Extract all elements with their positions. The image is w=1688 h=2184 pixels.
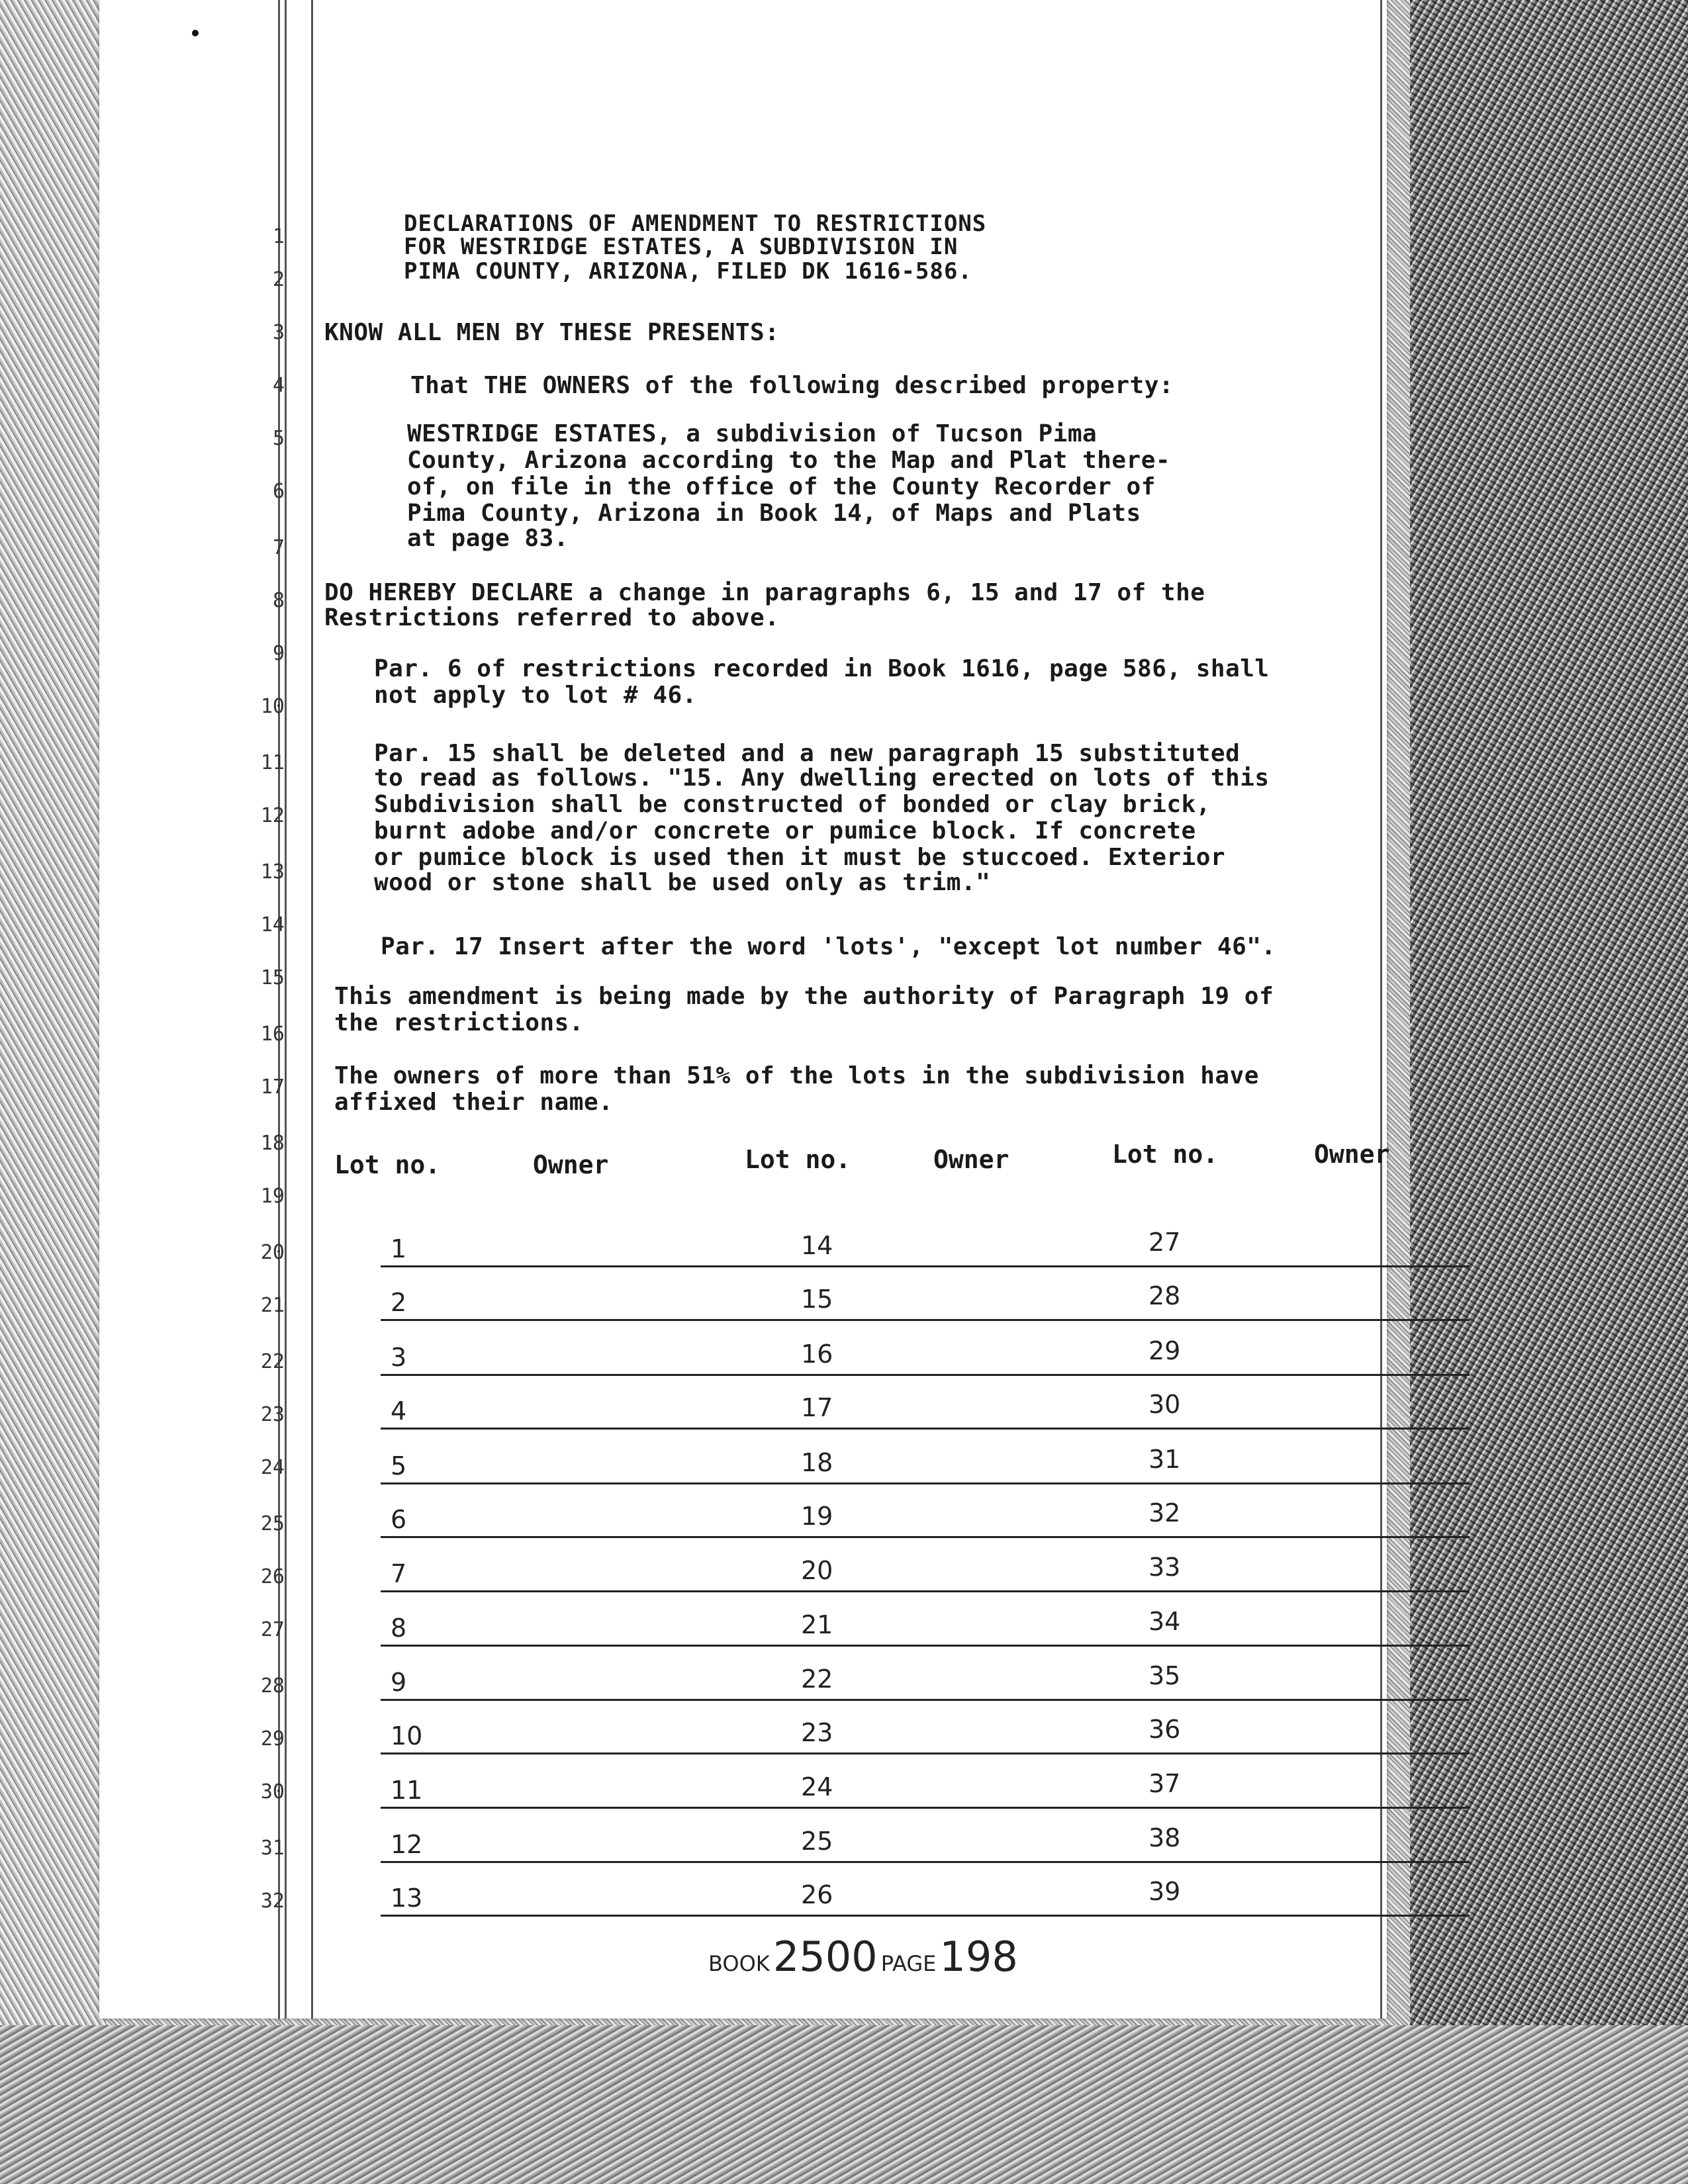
lot-number: 26: [801, 1880, 833, 1909]
recording-stamp: [708, 1933, 1018, 1981]
lot-number: 30: [1149, 1390, 1181, 1419]
lot-number: 18: [801, 1448, 833, 1477]
punch-mark: [192, 30, 199, 36]
line-number: 21: [260, 1294, 285, 1317]
line-number: 10: [260, 695, 285, 718]
legal-line: Pima County, Arizona in Book 14, of Maps and Plats: [407, 500, 1141, 527]
lot-number: 14: [801, 1231, 833, 1260]
lot-number: 12: [391, 1830, 423, 1859]
signature-line: [381, 1590, 1470, 1592]
title-line: FOR WESTRIDGE ESTATES, A SUBDIVISION IN: [404, 234, 959, 260]
lot-number: 34: [1149, 1607, 1181, 1636]
legal-line: of, on file in the office of the County Recorder of: [407, 473, 1156, 500]
stamp-book-number: 2500: [773, 1933, 878, 1981]
col-header-owner: Owner: [933, 1145, 1009, 1174]
line-number: 28: [260, 1674, 285, 1698]
title-line: PIMA COUNTY, ARIZONA, FILED DK 1616-586.: [404, 258, 972, 285]
line-number: 5: [272, 427, 285, 450]
lot-number: 24: [801, 1772, 833, 1801]
line-number: 32: [260, 1889, 285, 1913]
line-number: 9: [272, 642, 285, 665]
par15-line: wood or stone shall be used only as trim.": [374, 869, 991, 896]
col-header-lot: Lot no.: [1112, 1140, 1219, 1169]
lot-number: 4: [391, 1396, 407, 1426]
lot-number: 33: [1149, 1553, 1181, 1582]
declare-line: Restrictions referred to above.: [324, 604, 780, 631]
signature-line: [381, 1265, 1470, 1267]
lot-number: 25: [801, 1827, 833, 1856]
lot-number: 37: [1149, 1769, 1181, 1798]
stamp-page-number: 198: [939, 1933, 1018, 1981]
signature-line: [381, 1645, 1470, 1647]
margin-rule-double: [311, 0, 313, 2019]
lot-number: 8: [391, 1614, 407, 1643]
lot-number: 3: [391, 1343, 407, 1372]
owners-intro: That THE OWNERS of the following described property:: [410, 372, 1174, 399]
line-number: 26: [260, 1565, 285, 1588]
line-number: 23: [260, 1403, 285, 1426]
lot-number: 5: [391, 1451, 407, 1480]
lot-number: 20: [801, 1556, 833, 1585]
stamp-book-label: BOOK: [708, 1951, 770, 1976]
signature-line: [381, 1861, 1470, 1863]
par15-line: burnt adobe and/or concrete or pumice block. If concrete: [374, 817, 1196, 844]
lot-number: 32: [1149, 1498, 1181, 1527]
line-number: 2: [272, 268, 285, 291]
signature-line: [381, 1752, 1470, 1754]
line-number: 12: [260, 804, 285, 827]
line-number: 3: [272, 321, 285, 344]
col-header-lot: Lot no.: [334, 1150, 441, 1179]
margin-rule-right: [1380, 0, 1382, 2019]
owners-line: affixed their name.: [334, 1089, 614, 1116]
lot-number: 36: [1149, 1715, 1181, 1744]
line-number: 14: [260, 913, 285, 936]
line-number: 27: [260, 1618, 285, 1641]
margin-rule-left-inner: [285, 0, 287, 2019]
line-number: 24: [260, 1456, 285, 1479]
line-number: 25: [260, 1512, 285, 1535]
signature-line: [381, 1807, 1470, 1809]
lot-number: 21: [801, 1610, 833, 1639]
lot-number: 22: [801, 1664, 833, 1694]
signature-line: [381, 1319, 1470, 1321]
col-header-lot: Lot no.: [745, 1145, 851, 1174]
legal-line: WESTRIDGE ESTATES, a subdivision of Tucson Pima: [407, 420, 1098, 447]
line-number: 15: [260, 966, 285, 989]
lot-number: 19: [801, 1502, 833, 1531]
lot-number: 6: [391, 1505, 407, 1534]
lot-number: 29: [1149, 1336, 1181, 1365]
line-number: 31: [260, 1837, 285, 1860]
lot-number: 23: [801, 1718, 833, 1747]
legal-line: at page 83.: [407, 525, 569, 552]
scan-noise-left: [0, 0, 106, 2184]
lot-number: 39: [1149, 1877, 1181, 1906]
line-number: 13: [260, 860, 285, 884]
line-number: 22: [260, 1350, 285, 1373]
signature-line: [381, 1428, 1470, 1430]
paragraph-17: Par. 17 Insert after the word 'lots', "except lot number 46".: [381, 933, 1276, 960]
lot-number: 15: [801, 1285, 833, 1314]
lot-number: 7: [391, 1559, 407, 1588]
lot-number: 11: [391, 1776, 423, 1805]
lot-number: 10: [391, 1721, 423, 1751]
lot-number: 17: [801, 1393, 833, 1422]
authority-line: the restrictions.: [334, 1009, 584, 1036]
legal-line: County, Arizona according to the Map and Plat there-: [407, 447, 1171, 474]
lot-number: 31: [1149, 1445, 1181, 1474]
par15-line: Subdivision shall be constructed of bonded or clay brick,: [374, 791, 1211, 818]
line-number: 29: [260, 1727, 285, 1751]
signature-line: [381, 1482, 1470, 1484]
col-header-owner: Owner: [533, 1150, 609, 1179]
scan-noise-right: [1410, 0, 1688, 2184]
stamp-page-label: PAGE: [880, 1951, 937, 1976]
signature-line: [381, 1915, 1470, 1917]
line-number: 16: [260, 1023, 285, 1046]
signature-line: [381, 1536, 1470, 1538]
line-number: 30: [260, 1780, 285, 1803]
owners-line: The owners of more than 51% of the lots in the subdivision have: [334, 1062, 1259, 1089]
line-number: 4: [272, 374, 285, 397]
signature-line: [381, 1374, 1470, 1376]
line-number: 11: [260, 751, 285, 774]
lot-number: 1: [391, 1234, 407, 1263]
lot-number: 16: [801, 1340, 833, 1369]
margin-rule-left: [278, 0, 280, 2019]
par15-line: to read as follows. "15. Any dwelling erected on lots of this: [374, 764, 1270, 792]
know-all-men: KNOW ALL MEN BY THESE PRESENTS:: [324, 319, 780, 346]
lot-number: 9: [391, 1668, 407, 1697]
line-number: 17: [260, 1075, 285, 1099]
line-number: 7: [272, 536, 285, 559]
par15-line: Par. 15 shall be deleted and a new paragraph 15 substituted: [374, 740, 1241, 767]
par6-line: Par. 6 of restrictions recorded in Book 1616, page 586, shall: [374, 655, 1270, 682]
col-header-owner: Owner: [1314, 1140, 1390, 1169]
lot-number: 13: [391, 1884, 423, 1913]
lot-number: 28: [1149, 1281, 1181, 1310]
line-number: 6: [272, 480, 285, 503]
declare-line: DO HEREBY DECLARE a change in paragraphs 6, 15 and 17 of the: [324, 579, 1205, 606]
par15-line: or pumice block is used then it must be stuccoed. Exterior: [374, 844, 1226, 871]
line-number: 1: [272, 225, 285, 248]
signature-line: [381, 1699, 1470, 1701]
line-number: 20: [260, 1241, 285, 1264]
lot-number: 2: [391, 1288, 407, 1317]
line-number: 18: [260, 1132, 285, 1155]
authority-line: This amendment is being made by the authority of Paragraph 19 of: [334, 983, 1274, 1010]
lot-number: 27: [1149, 1228, 1181, 1257]
line-number: 19: [260, 1185, 285, 1208]
scan-noise-bottom: [0, 2025, 1688, 2184]
title-line: DECLARATIONS OF AMENDMENT TO RESTRICTIONS: [404, 210, 987, 237]
line-number: 8: [272, 589, 285, 612]
lot-number: 38: [1149, 1823, 1181, 1852]
lot-number: 35: [1149, 1661, 1181, 1690]
par6-line: not apply to lot # 46.: [374, 682, 697, 709]
